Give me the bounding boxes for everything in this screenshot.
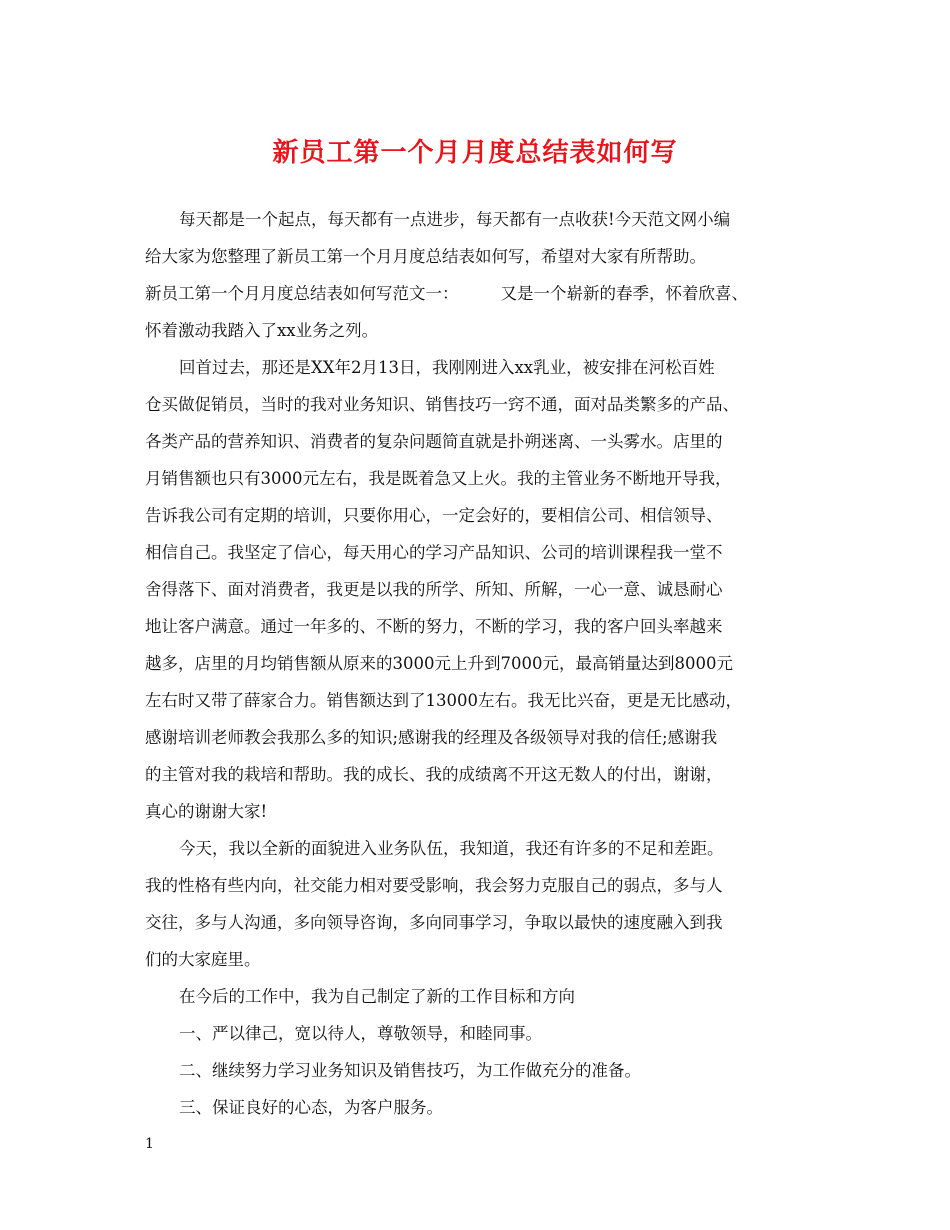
text-line: 左右时又带了薛家合力。销售额达到了13000左右。我无比兴奋，更是无比感动，: [145, 691, 742, 710]
text-line: 一、严以律己，宽以待人，尊敬领导，和睦同事。: [179, 1024, 542, 1043]
text-line: 今天，我以全新的面貌进入业务队伍，我知道，我还有许多的不足和差距。: [179, 839, 724, 858]
text-line: 感谢培训老师教会我那么多的知识;感谢我的经理及各级领导对我的信任;感谢我: [145, 728, 718, 747]
text-line: 舍得落下、面对消费者，我更是以我的所学、所知、所解，一心一意、诚恳耐心: [145, 580, 723, 599]
text-line: 二、继续努力学习业务知识及销售技巧，为工作做充分的准备。: [179, 1061, 641, 1080]
text-line: 仓买做促销员，当时的我对业务知识、销售技巧一窍不通，面对品类繁多的产品、: [145, 395, 739, 414]
text-line: 新员工第一个月月度总结表如何写范文一： 又是一个崭新的春季，怀着欣喜、: [145, 284, 748, 303]
text-line: 每天都是一个起点，每天都有一点进步，每天都有一点收获!今天范文网小编: [179, 210, 731, 229]
text-line: 给大家为您整理了新员工第一个月月度总结表如何写，希望对大家有所帮助。: [145, 247, 706, 266]
text-line: 我的性格有些内向，社交能力相对要受影响，我会努力克服自己的弱点，多与人: [145, 876, 723, 895]
text-line: 告诉我公司有定期的培训，只要你用心，一定会好的，要相信公司、相信领导、: [145, 506, 723, 525]
text-line: 在今后的工作中，我为自己制定了新的工作目标和方向: [179, 987, 575, 1006]
text-line: 真心的谢谢大家!: [145, 802, 268, 821]
document-body: [145, 201, 807, 1126]
text-line: 交往，多与人沟通，多向领导咨询，多向同事学习，争取以最快的速度融入到我: [145, 913, 723, 932]
text-line: 们的大家庭里。: [145, 950, 261, 969]
text-line: 怀着激动我踏入了xx业务之列。: [145, 321, 379, 340]
page-number: 1: [145, 1136, 154, 1152]
document-title: 新员工第一个月月度总结表如何写: [272, 138, 678, 168]
text-line: 地让客户满意。通过一年多的、不断的努力，不断的学习，我的客户回头率越来: [145, 617, 723, 636]
text-line: 回首过去，那还是XX年2月13日，我刚刚进入xx乳业，被安排在河松百姓: [179, 358, 715, 377]
text-line: 的主管对我的栽培和帮助。我的成长、我的成绩离不开这无数人的付出，谢谢，: [145, 765, 723, 784]
text-line: 月销售额也只有3000元左右，我是既着急又上火。我的主管业务不断地开导我，: [145, 469, 732, 488]
text-line: 各类产品的营养知识、消费者的复杂问题简直就是扑朔迷离、一头雾水。店里的: [145, 432, 723, 451]
text-line: 越多，店里的月均销售额从原来的3000元上升到7000元，最高销量达到8000元: [145, 654, 733, 673]
text-line: 相信自己。我坚定了信心，每天用心的学习产品知识、公司的培训课程我一堂不: [145, 543, 723, 562]
text-line: 三、保证良好的心态，为客户服务。: [179, 1098, 443, 1117]
